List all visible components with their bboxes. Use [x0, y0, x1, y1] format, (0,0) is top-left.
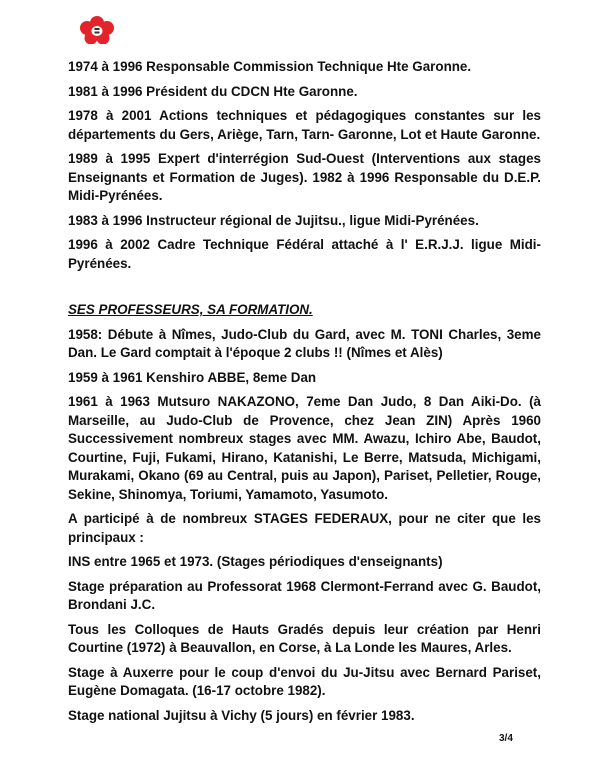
- document-body: [68, 58, 541, 731]
- page-number: 3/4: [499, 733, 513, 744]
- paragraph: Stage à Auxerre pour le coup d'envoi du Ju-Jitsu avec Bernard Pariset, Eugène Domagata. (16-17 octobre 1982).: [68, 664, 541, 698]
- paragraph: 1959 à 1961 Kenshiro ABBE, 8eme Dan: [68, 369, 317, 385]
- paragraph: Stage national Jujitsu à Vichy (5 jours) en février 1983.: [68, 707, 415, 723]
- paragraph: 1978 à 2001 Actions techniques et pédagogiques constantes sur les départements du Gers, Ariège, Tarn, Tarn- Garonne, Lot et Haute Garonne.: [68, 108, 541, 142]
- paragraph: Tous les Colloques de Hauts Gradés depuis leur création par Henri Courtine (1972) à Beauvallon, en Corse, à La Londe les Maures, Arles.: [68, 621, 541, 655]
- paragraph: 1958: Débute à Nîmes, Judo-Club du Gard, avec M. TONI Charles, 3eme Dan. Le Gard comptait à l'époque 2 clubs !! (Nîmes et Alès): [68, 326, 541, 360]
- paragraph: Stage préparation au Professorat 1968 Clermont-Ferrand avec G. Baudot, Brondani J.C.: [68, 578, 541, 612]
- section-heading: SES PROFESSEURS, SA FORMATION.: [68, 302, 313, 317]
- paragraph: 1983 à 1996 Instructeur régional de Jujitsu., ligue Midi-Pyrénées.: [68, 212, 479, 228]
- paragraph: INS entre 1965 et 1973. (Stages périodiques d'enseignants): [68, 554, 443, 569]
- paragraph: 1989 à 1995 Expert d'interrégion Sud-Ouest (Interventions aux stages Enseignants et Formation de Juges). 1982 à 1996 Responsable du D.E.P. Midi-Pyrénées.: [68, 151, 541, 203]
- sakura-logo-icon: [80, 16, 114, 44]
- paragraph: A participé à de nombreux STAGES FEDERAUX, pour ne citer que les principaux :: [68, 511, 541, 545]
- paragraph: 1974 à 1996 Responsable Commission Technique Hte Garonne.: [68, 59, 472, 74]
- paragraph: 1961 à 1963 Mutsuro NAKAZONO, 7eme Dan Judo, 8 Dan Aiki-Do. (à Marseille, au Judo-Club de Provence, chez Jean ZIN) Après 1960 Successivement nombreux stages avec MM. Awazu, Ichiro Abe, Baudot, Courtine, Fuji, Fukami, Hirano, Katanishi, Le Berre, Matsuda, Michigami, Murakami, Okano (69 au Central, puis au Japon), Pariset, Pelletier, Rouge, Sekine, Shinomya, Toriumi, Yamamoto, Yasumoto.: [68, 394, 541, 502]
- paragraph: 1981 à 1996 Président du CDCN Hte Garonne.: [68, 83, 358, 99]
- paragraph: 1996 à 2002 Cadre Technique Fédéral attaché à l' E.R.J.J. ligue Midi-Pyrénées.: [68, 237, 541, 271]
